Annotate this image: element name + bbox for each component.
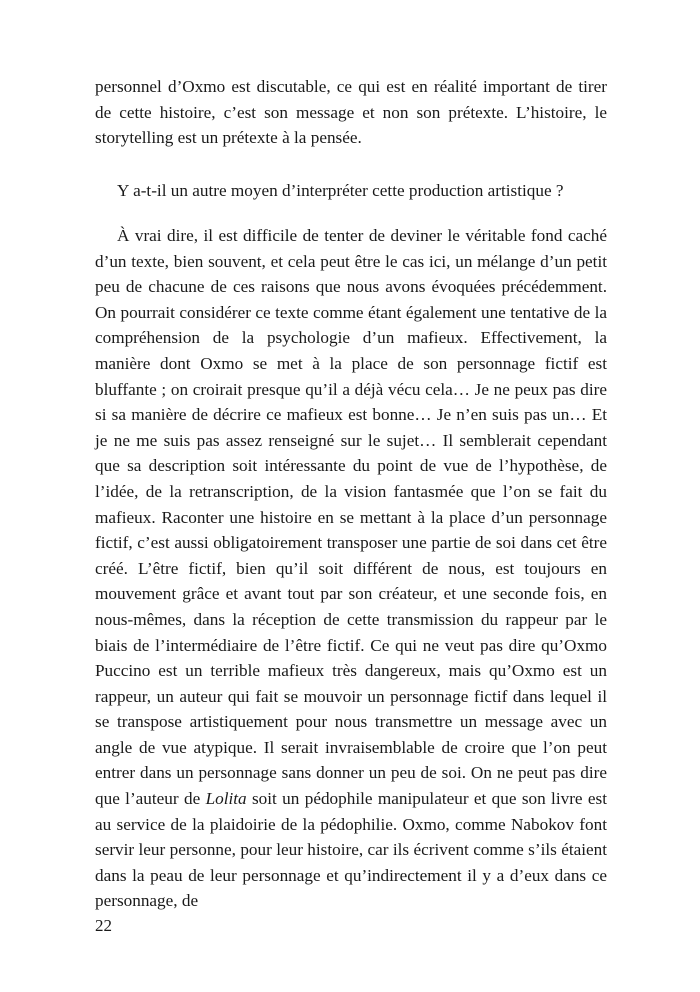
page-number: 22 <box>95 916 112 935</box>
paragraph-main-text-2: soit un pédophile manipulateur et que son livre est au service de la plaidoirie de la pédophilie. Oxmo, comme Nabokov font servir leur personne, pour leur histoire, car ils écrivent comme s’ils étaient dans la peau de leur personnage et qu’indirectement il y a d’eux dans ce personnage, de <box>95 789 608 911</box>
paragraph-main <box>95 223 607 914</box>
paragraph-main-text-1: À vrai dire, il est difficile de tenter de deviner le véritable fond caché d’un texte, bien souvent, et cela peut être le cas ici, un mélange d’un petit peu de chacune de ces raisons que nous avons évoquées précédemment. On pourrait considérer ce texte comme étant également une tentative de la compréhension de la psychologie d’un mafieux. Effectivement, la manière dont Oxmo se met à la place de son personnage fictif est bluffante ; on croirait presque qu’il a déjà vécu cela… Je ne peux pas dire si sa manière de décrire ce mafieux est bonne… Je n’en suis pas un… Et je ne me suis pas assez renseigné sur le sujet… Il semblerait cependant que sa description soit intéressante du point de vue de l’hypothèse, de l’idée, de la retranscription, de la vision fantasmée que l’on se fait du mafieux. Raconter une histoire en se mettant à la place d’un personnage fictif, c’est aussi obligatoirement transposer une partie de soi dans cet être créé. L’être fictif, bien qu’il soit différent de nous, est toujours en mouvement grâce et avant tout par son créateur, et une seconde fois, en nous-mêmes, dans la réception de cette transmission du rappeur par le biais de l’intermédiaire de l’être fictif. Ce qui ne veut pas dire qu’Oxmo Puccino est un terrible mafieux très dangereux, mais qu’Oxmo est un rappeur, un auteur qui fait se mouvoir un personnage fictif dans lequel il se transpose artistiquement pour nous transmettre un message avec un angle de vue atypique. Il serait invraisemblable de croire que l’on peut entrer dans un personnage sans donner un peu de soi. On ne peut pas dire que l’auteur de <box>95 226 607 809</box>
book-title-lolita: Lolita <box>205 789 247 809</box>
paragraph-intro: personnel d’Oxmo est discutable, ce qui est en réalité important de tirer de cette histoire, c’est son message et non son prétexte. L’histoire, le storytelling est un prétexte à la pensée. <box>95 77 607 148</box>
paragraph-question: Y a-t-il un autre moyen d’interpréter cette production artistique ? <box>117 181 564 200</box>
